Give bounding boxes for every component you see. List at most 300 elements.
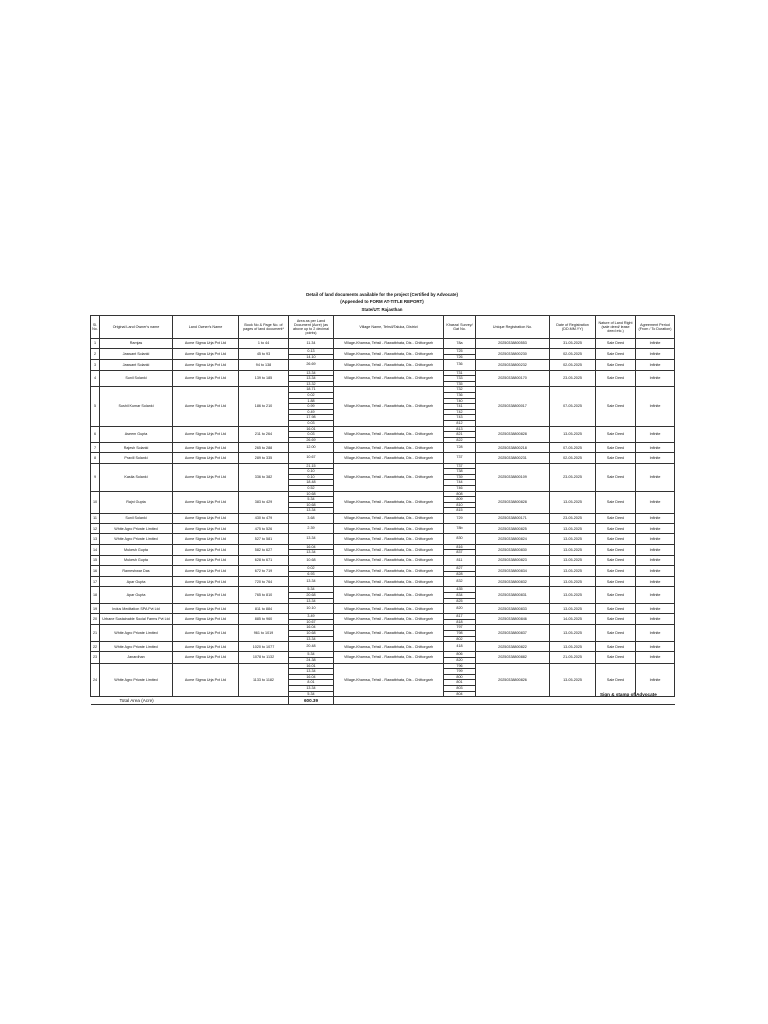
cell-area-entry: 3.68: [307, 516, 315, 520]
cell-registration-no: 20250338800828: [476, 426, 550, 443]
header-sl-no: Sl. No.: [91, 316, 100, 339]
cell-registration-no: 20250338800822: [476, 642, 550, 652]
cell-area-entry: 5.34: [307, 652, 315, 657]
cell-registration-no: 20250338800824: [476, 534, 550, 544]
cell-agreement-period: Infinite: [636, 555, 675, 565]
cell-registration-date: 21-05-2025: [550, 652, 596, 663]
cell-area-entry: 20.48: [306, 644, 316, 649]
cell-khasra-entry: 818: [444, 619, 475, 625]
cell-registration-no: 20250338800230: [476, 349, 550, 360]
cell-original-owner: White Agro Private Limited: [100, 625, 173, 642]
table-row: [91, 652, 675, 663]
cell-registration-date: 13-05-2025: [550, 565, 596, 576]
cell-village: Village-Khamsa, Tehsil - Rawatbhata, Dis - Chittorgarh: [334, 370, 444, 387]
cell-area: [289, 663, 334, 697]
cell-land-right: Sale Deed: [596, 426, 636, 443]
cell-area-entry: 0.03: [289, 420, 333, 426]
cell-area-entry: 0.10: [289, 468, 333, 474]
cell-area-entry: 0.10: [289, 474, 333, 480]
table-body: [91, 339, 675, 697]
cell-khasra-entry: 803: [444, 685, 475, 691]
cell-khasra: [444, 426, 476, 443]
cell-area-entry: 10.68: [289, 502, 333, 508]
cell-land-owner: Acme Sigma Urja Pvt Ltd: [173, 577, 239, 587]
cell-khasra: [444, 642, 476, 652]
cell-village: Village-Khamsa, Tehsil - Rawatbhata, Dis - Chittorgarh: [334, 587, 444, 604]
cell-sl-no: 2: [91, 349, 100, 360]
cell-registration-no: 20250338800232: [476, 360, 550, 370]
cell-agreement-period: Infinite: [636, 544, 675, 555]
header-registration-date: Date of Registration (DD.MM.YY): [550, 316, 596, 339]
cell-land-owner: Acme Sigma Urja Pvt Ltd: [173, 453, 239, 463]
cell-agreement-period: Infinite: [636, 360, 675, 370]
cell-book-page: 527 to 581: [239, 534, 289, 544]
cell-land-owner: Acme Sigma Urja Pvt Ltd: [173, 642, 239, 652]
cell-area-entry: 17.98: [289, 414, 333, 420]
cell-area-entry: 5.34: [307, 587, 315, 592]
cell-land-owner: Acme Sigma Urja Pvt Ltd: [173, 544, 239, 555]
cell-area-entry: 1.88: [289, 398, 333, 404]
cell-land-owner: Acme Sigma Urja Pvt Ltd: [173, 524, 239, 534]
cell-khasra-entry: 735: [444, 381, 475, 387]
cell-khasra-entry: 825: [444, 598, 475, 604]
cell-khasra-entry: 741: [444, 403, 475, 409]
table-row: [91, 625, 675, 642]
cell-land-right: Sale Deed: [596, 625, 636, 642]
cell-land-right: Sale Deed: [596, 555, 636, 565]
cell-khasra-entry: 797: [456, 625, 463, 630]
cell-area: [289, 565, 334, 576]
cell-original-owner: Sushil Kumar Solanki: [100, 387, 173, 426]
cell-village: Village-Khamsa, Tehsil - Rawatbhata, Dis - Chittorgarh: [334, 524, 444, 534]
table-row: [91, 370, 675, 387]
cell-khasra-entry: 820: [444, 657, 475, 663]
cell-registration-date: 31-05-2025: [550, 339, 596, 349]
cell-registration-date: 13-05-2025: [550, 625, 596, 642]
cell-land-owner: Acme Sigma Urja Pvt Ltd: [173, 663, 239, 697]
cell-original-owner: Rameshwar Das: [100, 565, 173, 576]
document-header: [90, 291, 674, 313]
cell-khasra-entry: 742: [444, 409, 475, 415]
cell-area-entry: 13.32: [289, 381, 333, 387]
cell-agreement-period: Infinite: [636, 604, 675, 614]
cell-area: [289, 463, 334, 491]
cell-original-owner: White Agro Private Limited: [100, 663, 173, 697]
cell-book-page: 720 to 764: [239, 577, 289, 587]
cell-land-owner: Acme Sigma Urja Pvt Ltd: [173, 652, 239, 663]
cell-khasra-entry: 78a: [456, 341, 463, 345]
cell-area: [289, 652, 334, 663]
cell-book-page: 94 to 138: [239, 360, 289, 370]
cell-original-owner: Pravill Solanki: [100, 453, 173, 463]
cell-registration-no: 20250338800882: [476, 652, 550, 663]
cell-sl-no: 12: [91, 524, 100, 534]
cell-original-owner: Mukesh Gupta: [100, 544, 173, 555]
cell-registration-date: 13-05-2025: [550, 491, 596, 513]
cell-khasra: [444, 663, 476, 697]
cell-sl-no: 19: [91, 604, 100, 614]
cell-khasra: [444, 604, 476, 614]
cell-registration-no: 20250338800837: [476, 625, 550, 642]
cell-area-entry: 5.34: [289, 691, 333, 697]
table-row: [91, 604, 675, 614]
cell-sl-no: 24: [91, 663, 100, 697]
cell-original-owner: Kasila Solanki: [100, 463, 173, 491]
header-khasra: Khasra/ Survey/ Gat No.: [444, 316, 476, 339]
cell-registration-date: 23-05-2025: [550, 370, 596, 387]
cell-village: Village-Khamsa, Tehsil - Rawatbhata, Dis - Chittorgarh: [334, 453, 444, 463]
cell-khasra: [444, 614, 476, 625]
cell-area: [289, 555, 334, 565]
cell-sl-no: 23: [91, 652, 100, 663]
cell-registration-no: 20250338800846: [476, 614, 550, 625]
cell-area-entry: 12.00: [306, 445, 316, 450]
cell-agreement-period: Infinite: [636, 625, 675, 642]
cell-land-owner: Acme Sigma Urja Pvt Ltd: [173, 514, 239, 524]
cell-area-entry: 16.04: [306, 544, 316, 549]
cell-sl-no: 20: [91, 614, 100, 625]
cell-area-entry: 10.67: [289, 619, 333, 625]
cell-village: Village-Khamsa, Tehsil - Rawatbhata, Dis - Chittorgarh: [334, 426, 444, 443]
cell-khasra: [444, 370, 476, 387]
cell-registration-date: 13-05-2025: [550, 642, 596, 652]
cell-khasra-entry: 810: [444, 502, 475, 508]
cell-land-right: Sale Deed: [596, 565, 636, 576]
cell-area: [289, 349, 334, 360]
cell-area-entry: 10.10: [306, 606, 316, 611]
cell-village: Village-Khamsa, Tehsil - Rawatbhata, Dis - Chittorgarh: [334, 544, 444, 555]
cell-khasra-entry: 729: [456, 516, 463, 520]
cell-khasra-entry: 739: [444, 474, 475, 480]
cell-khasra-entry: 828: [444, 571, 475, 577]
table-row: [91, 463, 675, 491]
cell-khasra-entry: 418: [456, 644, 463, 649]
cell-original-owner: Apar Gupta: [100, 587, 173, 604]
cell-agreement-period: Infinite: [636, 443, 675, 453]
cell-area: [289, 491, 334, 513]
cell-khasra: [444, 524, 476, 534]
cell-land-right: Sale Deed: [596, 370, 636, 387]
cell-area: [289, 534, 334, 544]
cell-khasra-entry: 435: [456, 587, 463, 592]
cell-khasra-entry: 731: [456, 370, 463, 375]
cell-sl-no: 22: [91, 642, 100, 652]
cell-khasra: [444, 565, 476, 576]
cell-agreement-period: Infinite: [636, 534, 675, 544]
cell-original-owner: Aseem Gupta: [100, 426, 173, 443]
table-header-row: [91, 316, 675, 339]
cell-agreement-period: Infinite: [636, 463, 675, 491]
cell-original-owner: White Agro Private Limited: [100, 642, 173, 652]
cell-village: Village-Khamsa, Tehsil - Rawatbhata, Dis - Chittorgarh: [334, 604, 444, 614]
cell-original-owner: White Agro Private Limited: [100, 534, 173, 544]
cell-area: [289, 443, 334, 453]
cell-village: Village-Khamsa, Tehsil - Rawatbhata, Dis - Chittorgarh: [334, 339, 444, 349]
cell-sl-no: 15: [91, 555, 100, 565]
cell-original-owner: Ramjas: [100, 339, 173, 349]
cell-agreement-period: Infinite: [636, 453, 675, 463]
cell-sl-no: 9: [91, 463, 100, 491]
cell-khasra-entry: 804: [444, 691, 475, 697]
cell-khasra-entry: 832: [456, 579, 463, 584]
cell-sl-no: 4: [91, 370, 100, 387]
cell-original-owner: Indus Meditation SPA Pvt Ltd: [100, 604, 173, 614]
cell-area: [289, 524, 334, 534]
cell-area: [289, 360, 334, 370]
cell-registration-no: 20250338800823: [476, 555, 550, 565]
cell-sl-no: 17: [91, 577, 100, 587]
cell-area-entry: 18.71: [306, 387, 316, 392]
cell-land-right: Sale Deed: [596, 443, 636, 453]
cell-area-entry: 13.34: [289, 549, 333, 555]
header-land-right: Nature of Land Right (sale deed/ lease deed etc.): [596, 316, 636, 339]
total-area-value: 600.39: [289, 697, 334, 705]
table-row: [91, 534, 675, 544]
cell-land-right: Sale Deed: [596, 663, 636, 697]
cell-registration-date: 23-05-2025: [550, 463, 596, 491]
cell-original-owner: Rajesh Solanki: [100, 443, 173, 453]
cell-area-entry: 6.93: [289, 571, 333, 577]
cell-sl-no: 18: [91, 587, 100, 604]
cell-book-page: 628 to 671: [239, 555, 289, 565]
cell-sl-no: 1: [91, 339, 100, 349]
cell-khasra-entry: 801: [444, 679, 475, 685]
cell-registration-date: 13-05-2025: [550, 604, 596, 614]
cell-sl-no: 16: [91, 565, 100, 576]
table-row: [91, 349, 675, 360]
cell-registration-no: 20250338800833: [476, 604, 550, 614]
cell-sl-no: 6: [91, 426, 100, 443]
cell-area-entry: 3.49: [307, 614, 315, 619]
cell-area-entry: 5.34: [289, 496, 333, 502]
cell-land-owner: Acme Sigma Urja Pvt Ltd: [173, 387, 239, 426]
cell-khasra-entry: 821: [444, 431, 475, 437]
cell-khasra-entry: 738: [444, 468, 475, 474]
table-row: [91, 514, 675, 524]
cell-land-right: Sale Deed: [596, 614, 636, 625]
cell-khasra-entry: 728: [456, 445, 463, 450]
cell-agreement-period: Infinite: [636, 370, 675, 387]
cell-agreement-period: Infinite: [636, 587, 675, 604]
cell-registration-date: 13-05-2025: [550, 534, 596, 544]
cell-registration-no: 20250338800553: [476, 339, 550, 349]
cell-khasra: [444, 534, 476, 544]
table-row: [91, 577, 675, 587]
cell-book-page: 475 to 526: [239, 524, 289, 534]
cell-book-page: 961 to 1019: [239, 625, 289, 642]
cell-khasra-entry: 736: [456, 362, 463, 367]
cell-original-owner: Sunil Solanki: [100, 370, 173, 387]
cell-land-owner: Acme Sigma Urja Pvt Ltd: [173, 587, 239, 604]
cell-khasra-entry: 820: [456, 606, 463, 611]
cell-land-owner: Acme Sigma Urja Pvt Ltd: [173, 426, 239, 443]
cell-land-owner: Acme Sigma Urja Pvt Ltd: [173, 370, 239, 387]
cell-registration-date: 13-05-2025: [550, 577, 596, 587]
cell-original-owner: White Agro Private Limited: [100, 524, 173, 534]
cell-land-owner: Acme Sigma Urja Pvt Ltd: [173, 349, 239, 360]
cell-agreement-period: Infinite: [636, 387, 675, 426]
cell-khasra-entry: 799: [444, 668, 475, 674]
cell-agreement-period: Infinite: [636, 339, 675, 349]
cell-sl-no: 5: [91, 387, 100, 426]
cell-area-entry: 0.02: [307, 565, 315, 570]
cell-village: Village-Khamsa, Tehsil - Rawatbhata, Dis - Chittorgarh: [334, 577, 444, 587]
cell-area: [289, 387, 334, 426]
cell-area-entry: 2.39: [307, 526, 315, 531]
cell-registration-date: 14-05-2025: [550, 614, 596, 625]
cell-khasra-entry: 726: [444, 354, 475, 360]
cell-land-owner: Acme Sigma Urja Pvt Ltd: [173, 604, 239, 614]
cell-agreement-period: Infinite: [636, 642, 675, 652]
cell-land-owner: Acme Sigma Urja Pvt Ltd: [173, 614, 239, 625]
cell-land-right: Sale Deed: [596, 339, 636, 349]
cell-area-entry: 10.68: [306, 491, 316, 496]
header-original-owner: Original Land Owner's name: [100, 316, 173, 339]
header-area: Area as per Land Document (Acre) (as above up to 2 decimal points): [289, 316, 334, 339]
cell-khasra: [444, 387, 476, 426]
cell-khasra-entry: 733: [444, 375, 475, 381]
table-row: [91, 524, 675, 534]
cell-registration-date: 02-05-2025: [550, 349, 596, 360]
cell-land-right: Sale Deed: [596, 652, 636, 663]
cell-registration-no: 20250338800170: [476, 370, 550, 387]
cell-original-owner: Jaswant Solanki: [100, 349, 173, 360]
document-subtitle: (Appended to FORM AT-TITLE REPORT): [340, 299, 424, 305]
cell-sl-no: 7: [91, 443, 100, 453]
cell-khasra: [444, 625, 476, 642]
cell-book-page: 289 to 335: [239, 453, 289, 463]
cell-khasra-entry: 834: [444, 592, 475, 598]
cell-land-right: Sale Deed: [596, 604, 636, 614]
cell-land-right: Sale Deed: [596, 534, 636, 544]
cell-khasra: [444, 544, 476, 555]
cell-village: Village-Khamsa, Tehsil - Rawatbhata, Dis - Chittorgarh: [334, 652, 444, 663]
cell-land-right: Sale Deed: [596, 514, 636, 524]
cell-area-entry: 0.02: [289, 392, 333, 398]
cell-area-entry: 24.38: [289, 657, 333, 663]
cell-registration-date: 23-05-2025: [550, 514, 596, 524]
table-row: [91, 663, 675, 697]
cell-registration-date: 13-05-2025: [550, 587, 596, 604]
cell-book-page: 885 to 960: [239, 614, 289, 625]
table-row: [91, 443, 675, 453]
cell-registration-no: 20250338800171: [476, 514, 550, 524]
cell-village: Village-Khamsa, Tehsil - Rawatbhata, Dis - Chittorgarh: [334, 663, 444, 697]
cell-book-page: 186 to 210: [239, 387, 289, 426]
cell-agreement-period: Infinite: [636, 565, 675, 576]
cell-khasra-entry: 736: [444, 392, 475, 398]
cell-agreement-period: Infinite: [636, 514, 675, 524]
cell-khasra-entry: 744: [444, 479, 475, 485]
cell-khasra: [444, 514, 476, 524]
cell-book-page: 211 to 264: [239, 426, 289, 443]
cell-registration-no: 20250338800017: [476, 387, 550, 426]
cell-khasra-entry: 827: [456, 565, 463, 570]
cell-book-page: 336 to 382: [239, 463, 289, 491]
cell-area-entry: 13.34: [306, 579, 316, 584]
cell-land-right: Sale Deed: [596, 642, 636, 652]
table-row: [91, 614, 675, 625]
cell-land-owner: Acme Sigma Urja Pvt Ltd: [173, 555, 239, 565]
cell-khasra-entry: 830: [456, 536, 463, 541]
cell-khasra-entry: 813: [456, 426, 463, 431]
cell-khasra-entry: 811: [456, 557, 463, 562]
cell-registration-no: 20250338800826: [476, 663, 550, 697]
header-village: Village Name, Tehsil/Taluka, District: [334, 316, 444, 339]
cell-khasra-entry: 806: [456, 652, 463, 657]
cell-khasra-entry: 737: [456, 463, 463, 468]
cell-book-page: 672 to 719: [239, 565, 289, 576]
cell-village: Village-Khamsa, Tehsil - Rawatbhata, Dis - Chittorgarh: [334, 555, 444, 565]
cell-area-entry: 0.13: [307, 349, 315, 354]
cell-khasra-entry: 737: [456, 455, 463, 460]
cell-land-right: Sale Deed: [596, 544, 636, 555]
cell-area-entry: 26.69: [306, 362, 316, 367]
cell-land-right: Sale Deed: [596, 387, 636, 426]
table-row: [91, 565, 675, 576]
cell-village: Village-Khamsa, Tehsil - Rawatbhata, Dis - Chittorgarh: [334, 491, 444, 513]
cell-area-entry: 0.49: [289, 409, 333, 415]
header-land-owner: Land Owner's Name: [173, 316, 239, 339]
cell-area: [289, 544, 334, 555]
cell-registration-no: 20250338800825: [476, 524, 550, 534]
cell-khasra: [444, 453, 476, 463]
cell-registration-date: 07-05-2025: [550, 443, 596, 453]
cell-registration-no: 20250338800834: [476, 565, 550, 576]
cell-area-entry: 20.68: [289, 592, 333, 598]
cell-registration-date: 13-05-2025: [550, 524, 596, 534]
cell-land-owner: Acme Sigma Urja Pvt Ltd: [173, 463, 239, 491]
cell-book-page: 45 to 93: [239, 349, 289, 360]
cell-agreement-period: Infinite: [636, 614, 675, 625]
cell-village: Village-Khamsa, Tehsil - Rawatbhata, Dis - Chittorgarh: [334, 360, 444, 370]
cell-book-page: 265 to 288: [239, 443, 289, 453]
cell-land-right: Sale Deed: [596, 453, 636, 463]
cell-khasra: [444, 587, 476, 604]
cell-khasra: [444, 555, 476, 565]
table-row: [91, 360, 675, 370]
header-agreement-period: Agreement Period (From / To Duration): [636, 316, 675, 339]
cell-land-owner: Acme Sigma Urja Pvt Ltd: [173, 443, 239, 453]
cell-khasra: [444, 443, 476, 453]
cell-registration-no: 20250338800832: [476, 577, 550, 587]
cell-khasra: [444, 577, 476, 587]
cell-area: [289, 370, 334, 387]
cell-registration-date: 13-05-2025: [550, 426, 596, 443]
cell-area-entry: 13.34: [289, 507, 333, 513]
cell-khasra-entry: 798: [444, 630, 475, 636]
cell-village: Village-Khamsa, Tehsil - Rawatbhata, Dis - Chittorgarh: [334, 642, 444, 652]
cell-area: [289, 339, 334, 349]
cell-land-right: Sale Deed: [596, 463, 636, 491]
cell-land-right: Sale Deed: [596, 524, 636, 534]
cell-sl-no: 13: [91, 534, 100, 544]
cell-area: [289, 604, 334, 614]
cell-khasra-entry: 809: [444, 496, 475, 502]
cell-registration-date: 13-05-2025: [550, 663, 596, 697]
cell-khasra: [444, 360, 476, 370]
cell-area-entry: 0.03: [289, 431, 333, 437]
cell-khasra-entry: 746: [444, 485, 475, 491]
table-row: [91, 453, 675, 463]
table-row: [91, 387, 675, 426]
cell-area-entry: 10.68: [306, 557, 316, 562]
cell-original-owner: Mukesh Gupta: [100, 555, 173, 565]
cell-khasra-entry: 808: [456, 491, 463, 496]
cell-khasra: [444, 349, 476, 360]
cell-original-owner: Rajni Gupta: [100, 491, 173, 513]
cell-area-entry: 11.34: [306, 341, 316, 345]
